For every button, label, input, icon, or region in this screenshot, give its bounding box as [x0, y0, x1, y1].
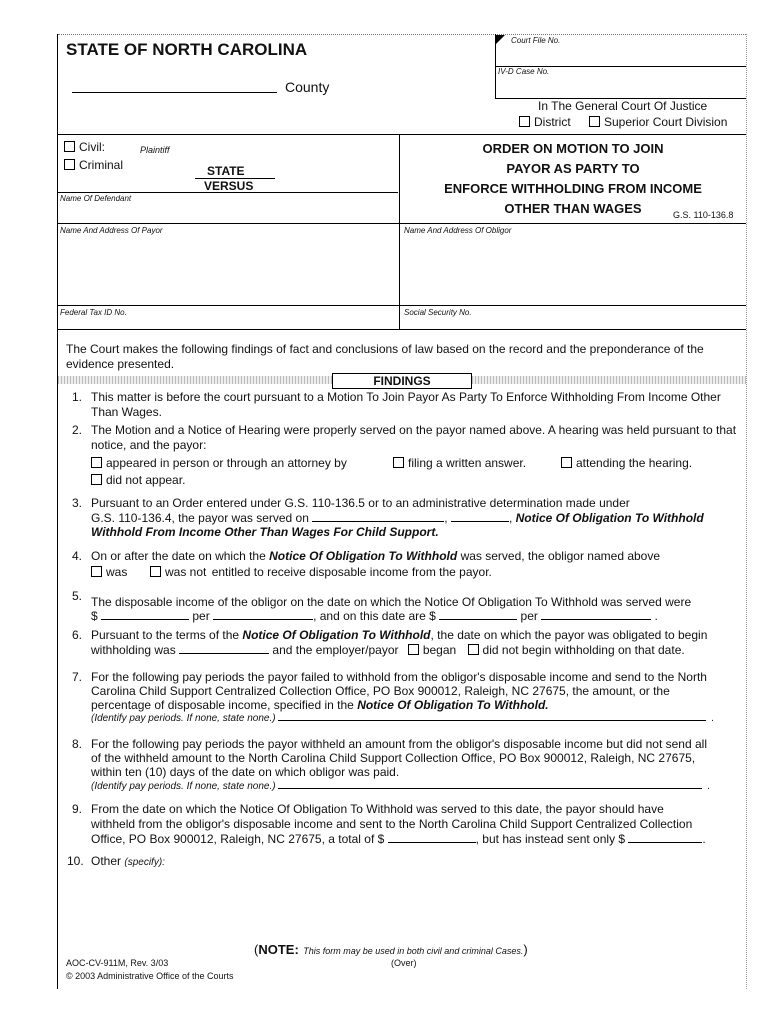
over-label: (Over) [391, 958, 417, 968]
county-label: County [285, 79, 330, 95]
dollar-sign: $ [91, 609, 98, 623]
notice-title-bold: Notice Of Obligation To Withhold [515, 511, 704, 525]
item-8-line4 [91, 780, 710, 792]
state-title: STATE OF NORTH CAROLINA [66, 40, 308, 59]
served-year-field[interactable] [451, 511, 509, 522]
criminal-label: Criminal [79, 158, 124, 172]
item-10-line [91, 854, 165, 868]
item-10-number: 10. [67, 854, 84, 868]
answer-option[interactable] [393, 456, 526, 470]
item-6-line2 [91, 643, 685, 657]
item-6-line1 [91, 628, 707, 642]
item-8-line1: For the following pay periods the payor withheld an amount from the obligor's disposable income but did not send all [91, 737, 707, 751]
was-not-label: was not [165, 565, 207, 579]
obligor-label: Name And Address Of Obligor [404, 226, 512, 235]
criminal-option[interactable] [64, 158, 123, 172]
district-checkbox[interactable] [519, 116, 530, 127]
income-amount-field[interactable] [101, 609, 189, 620]
superior-checkbox[interactable] [589, 116, 600, 127]
taxid-bottom [58, 329, 746, 330]
item-7-line4 [91, 712, 714, 724]
item-7-line3 [91, 698, 549, 712]
attending-option[interactable] [561, 456, 692, 470]
item-2-number: 2. [72, 423, 83, 437]
item-9-text-c: Office, PO Box 900012, Raleigh, NC 27675, a total of $ [91, 832, 385, 846]
court-title: In The General Court Of Justice [538, 99, 708, 113]
versus-line [58, 192, 398, 193]
specify-label: (specify): [124, 857, 165, 868]
payor-field[interactable] [60, 238, 396, 302]
item-8-identify: (Identify pay periods. If none, state none.) [91, 781, 276, 792]
period: . [707, 781, 710, 792]
obligor-field[interactable] [403, 238, 743, 302]
item-6-text-c: withholding was [91, 643, 176, 657]
federal-tax-id-label: Federal Tax ID No. [60, 308, 127, 317]
item-7-number: 7. [72, 670, 83, 684]
county-field[interactable] [72, 80, 277, 93]
copyright: © 2003 Administrative Office of the Courts [66, 971, 234, 981]
civil-checkbox[interactable] [64, 141, 75, 152]
was-not-checkbox[interactable] [150, 566, 161, 577]
item-1-text: This matter is before the court pursuant to a Motion To Join Payor As Party To Enforce Withholding From Income Other Than Wages. [91, 390, 721, 419]
order-title-line2: PAYOR AS PARTY TO [506, 161, 640, 176]
item-5-line2 [91, 609, 658, 623]
item-3-line1: Pursuant to an Order entered under G.S. 110-136.5 or to an administrative determination made under [91, 496, 630, 510]
civil-option[interactable] [64, 140, 105, 154]
item-3-number: 3. [72, 496, 83, 510]
item-4-text-a: On or after the date on which the [91, 549, 266, 563]
other-field[interactable] [91, 872, 731, 932]
total-owed-field[interactable] [388, 832, 476, 843]
civil-label: Civil: [79, 140, 105, 154]
left-border [57, 34, 58, 989]
current-period-field[interactable] [541, 609, 651, 620]
note-label: NOTE: [258, 942, 299, 957]
district-label: District [534, 115, 571, 129]
superior-label: Superior Court Division [604, 115, 728, 129]
item-4-text-c: entitled to receive disposable income from the payor. [211, 565, 492, 579]
note-text: This form may be used in both civil and criminal Cases. [303, 946, 524, 956]
item-7-periods-field[interactable] [278, 712, 706, 721]
attending-checkbox[interactable] [561, 457, 572, 468]
amount-sent-field[interactable] [628, 832, 702, 843]
order-title-line1: ORDER ON MOTION TO JOIN [482, 141, 664, 156]
per-label: per [192, 609, 210, 623]
statute-label: G.S. 110-136.8 [673, 210, 734, 220]
comma: , [444, 511, 448, 525]
district-option[interactable] [519, 115, 571, 129]
item-7-bold: Notice Of Obligation To Withhold. [357, 698, 549, 712]
item-4-bold: Notice Of Obligation To Withhold [269, 549, 458, 563]
item-7-line1: For the following pay periods the payor failed to withhold from the obligor's disposable income and send to the North [91, 670, 707, 684]
item-8-number: 8. [72, 737, 83, 751]
item-3-line2 [91, 511, 704, 525]
order-title [400, 139, 746, 219]
income-period-field[interactable] [213, 609, 313, 620]
item-6-text-a: Pursuant to the terms of the [91, 628, 240, 642]
item-4-number: 4. [72, 549, 83, 563]
other-label: Other [91, 854, 122, 868]
payor-label: Name And Address Of Payor [60, 226, 163, 235]
item-7-line2: Carolina Child Support Centralized Collection Office, PO Box 900012, Raleigh, NC 27675, the amount, or the [91, 684, 670, 698]
item-9-line2: withheld from the obligor's disposable income and sent to the North Carolina Child Support Centralized Collection [91, 817, 693, 831]
ivd-case-no-label: IV-D Case No. [498, 67, 550, 76]
intro-text: The Court makes the following findings of fact and conclusions of law based on the record and the preponderance of the evidence presented. [66, 342, 704, 371]
answer-label: filing a written answer. [408, 456, 527, 470]
item-9-text-d: , but has instead sent only $ [475, 832, 626, 846]
item-3-served-text: G.S. 110-136.4, the payor was served on [91, 511, 309, 525]
item-6-text-b: , the date on which the payor was obligated to begin [430, 628, 708, 642]
item-1-number: 1. [72, 390, 83, 404]
item-5-number: 5. [72, 589, 83, 603]
note-line: (NOTE: This form may be used in both civil and criminal Cases.) [254, 942, 528, 957]
right-border [746, 34, 747, 989]
taxid-top [58, 305, 746, 306]
party-top [58, 134, 746, 135]
not-appear-label: did not appear. [106, 473, 186, 487]
current-amount-field[interactable] [439, 609, 517, 620]
item-9-number: 9. [72, 802, 83, 816]
item-6-bold: Notice Of Obligation To Withhold [242, 628, 431, 642]
appeared-option[interactable] [91, 456, 347, 470]
order-title-line3: ENFORCE WITHHOLDING FROM INCOME [444, 181, 702, 196]
form-number: AOC-CV-911M, Rev. 3/03 [66, 958, 169, 968]
defendant-label: Name Of Defendant [60, 194, 132, 203]
was-label: was [106, 565, 128, 579]
comma: , [508, 511, 513, 525]
item-5-line1: The disposable income of the obligor on the date on which the Notice Of Obligation To Withhold was served were [91, 595, 692, 609]
answer-checkbox[interactable] [393, 457, 404, 468]
item-4-text-b: was served, the obligor named above [460, 549, 661, 563]
not-begin-label: did not begin withholding on that date. [482, 643, 685, 657]
period: . [702, 832, 706, 846]
item-6-text-d: and the employer/payor [272, 643, 399, 657]
not-appear-option[interactable] [91, 473, 185, 487]
item-4-line1 [91, 549, 660, 563]
payor-top [58, 223, 746, 224]
item-8-line3: within ten (10) days of the date on which obligor was paid. [91, 765, 400, 779]
item-2-text: The Motion and a Notice of Hearing were properly served on the payor named above. A hearing was held pursuant to that notice, and the payor: [91, 423, 737, 452]
ssn-label: Social Security No. [404, 308, 472, 317]
item-9-line1: From the date on which the Notice Of Obligation To Withhold was served to this date, the payor should have [91, 802, 664, 816]
withholding-date-field[interactable] [179, 643, 269, 654]
served-date-field[interactable] [312, 511, 444, 522]
item-8-line2: of the withheld amount to the North Carolina Child Support Collection Office, PO Box 900012, Raleigh, NC 27675, [91, 751, 696, 765]
began-label: began [422, 643, 457, 657]
versus-label: VERSUS [204, 179, 254, 193]
was-option[interactable] [91, 565, 127, 579]
top-border [58, 34, 746, 35]
court-file-no-label: Court File No. [511, 36, 561, 45]
attending-label: attending the hearing. [576, 456, 693, 470]
began-checkbox[interactable] [408, 644, 419, 655]
item-7-identify: (Identify pay periods. If none, state none.) [91, 713, 276, 724]
criminal-checkbox[interactable] [64, 159, 75, 170]
order-title-line4: OTHER THAN WAGES [504, 201, 642, 216]
not-appear-checkbox[interactable] [91, 474, 102, 485]
item-8-periods-field[interactable] [278, 780, 702, 789]
item-6-number: 6. [72, 628, 83, 642]
state-party: STATE [207, 164, 245, 178]
plaintiff-label: Plaintiff [140, 145, 170, 155]
was-checkbox[interactable] [91, 566, 102, 577]
was-not-option[interactable] [150, 565, 492, 579]
period: . [654, 609, 658, 623]
superior-option[interactable] [589, 115, 727, 129]
item-5-mid-text: , and on this date are $ [313, 609, 436, 623]
per-label-2: per [520, 609, 538, 623]
item-9-line3 [91, 832, 706, 846]
findings-heading: FINDINGS [332, 373, 472, 389]
appeared-checkbox[interactable] [91, 457, 102, 468]
item-3-line3: Withhold From Income Other Than Wages For Child Support. [91, 525, 439, 539]
appeared-label: appeared in person or through an attorney by [106, 456, 347, 470]
item-7-text-c: percentage of disposable income, specified in the [91, 698, 354, 712]
not-begin-checkbox[interactable] [468, 644, 479, 655]
period: . [711, 713, 714, 724]
triangle-marker [496, 35, 505, 44]
